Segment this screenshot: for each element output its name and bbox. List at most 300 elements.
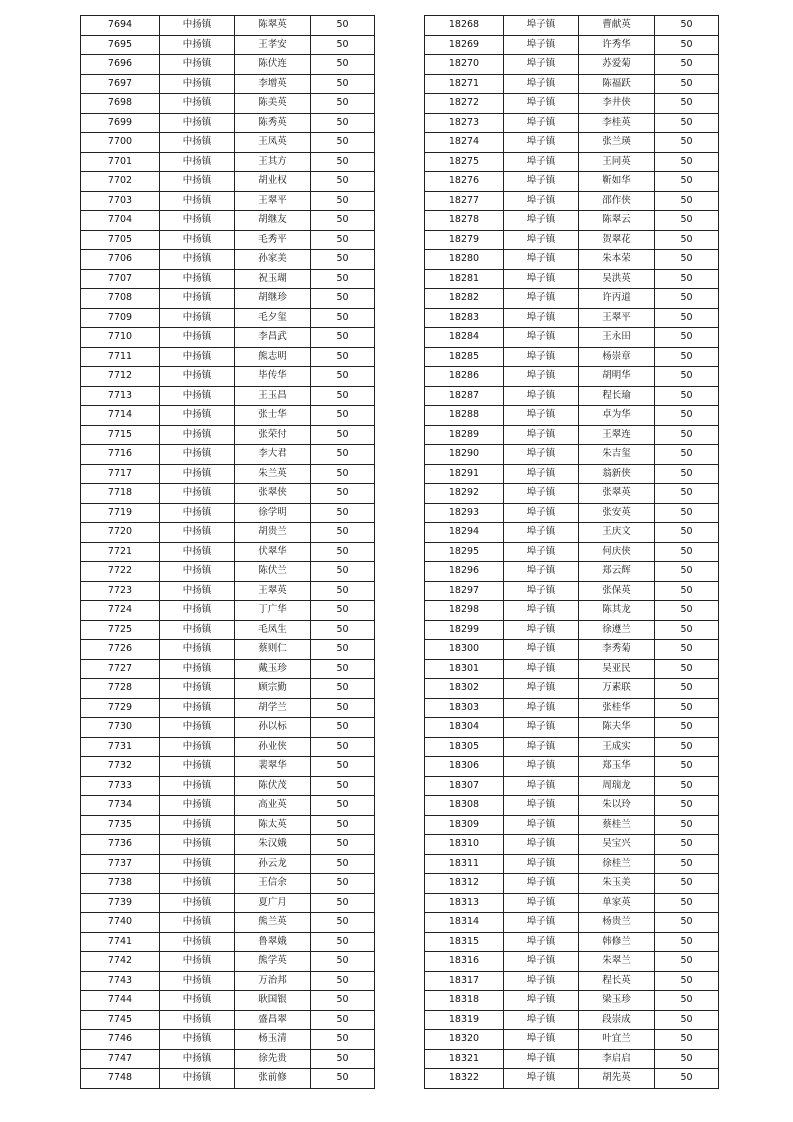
serial-number-cell: 7716: [81, 445, 160, 465]
table-row: [425, 542, 719, 562]
amount-cell: 50: [655, 386, 719, 406]
serial-number-cell: 7697: [81, 74, 160, 94]
town-cell: 中扬镇: [160, 698, 235, 718]
serial-number-cell: 7724: [81, 601, 160, 621]
amount-cell: 50: [655, 1030, 719, 1050]
town-cell: 埠子镇: [504, 757, 579, 777]
serial-number-cell: 18273: [425, 113, 504, 133]
town-cell: 中扬镇: [160, 991, 235, 1011]
amount-cell: 50: [311, 581, 375, 601]
table-row: [81, 562, 375, 582]
name-cell: 徐先贵: [235, 1049, 311, 1069]
serial-number-cell: 7718: [81, 484, 160, 504]
amount-cell: 50: [311, 503, 375, 523]
town-cell: 埠子镇: [504, 308, 579, 328]
name-cell: 王翠英: [235, 581, 311, 601]
serial-number-cell: 18294: [425, 523, 504, 543]
table-row: [425, 1030, 719, 1050]
table-row: [425, 74, 719, 94]
town-cell: 埠子镇: [504, 172, 579, 192]
town-cell: 中扬镇: [160, 932, 235, 952]
name-cell: 陈太英: [235, 815, 311, 835]
serial-number-cell: 18313: [425, 893, 504, 913]
table-row: [425, 406, 719, 426]
serial-number-cell: 7713: [81, 386, 160, 406]
town-cell: 埠子镇: [504, 35, 579, 55]
serial-number-cell: 7726: [81, 640, 160, 660]
table-row: [425, 562, 719, 582]
amount-cell: 50: [655, 74, 719, 94]
town-cell: 埠子镇: [504, 445, 579, 465]
amount-cell: 50: [311, 172, 375, 192]
name-cell: 张兰瑛: [579, 133, 655, 153]
name-cell: 朱本荣: [579, 250, 655, 270]
town-cell: 埠子镇: [504, 640, 579, 660]
table-row: [81, 776, 375, 796]
name-cell: 苏爱菊: [579, 55, 655, 75]
amount-cell: 50: [655, 581, 719, 601]
amount-cell: 50: [311, 445, 375, 465]
serial-number-cell: 18293: [425, 503, 504, 523]
table-row: [81, 1069, 375, 1089]
town-cell: 中扬镇: [160, 562, 235, 582]
serial-number-cell: 18281: [425, 269, 504, 289]
name-cell: 杨贵兰: [579, 913, 655, 933]
table-row: [425, 698, 719, 718]
serial-number-cell: 7708: [81, 289, 160, 309]
town-cell: 埠子镇: [504, 815, 579, 835]
table-row: [425, 679, 719, 699]
name-cell: 耿国银: [235, 991, 311, 1011]
town-cell: 中扬镇: [160, 620, 235, 640]
table-row: [425, 16, 719, 36]
town-cell: 中扬镇: [160, 230, 235, 250]
table-row: [425, 718, 719, 738]
name-cell: 张翠英: [579, 484, 655, 504]
serial-number-cell: 7694: [81, 16, 160, 36]
amount-cell: 50: [311, 815, 375, 835]
town-cell: 中扬镇: [160, 386, 235, 406]
town-cell: 埠子镇: [504, 406, 579, 426]
table-row: [425, 464, 719, 484]
serial-number-cell: 18299: [425, 620, 504, 640]
table-row: [81, 269, 375, 289]
amount-cell: 50: [311, 35, 375, 55]
serial-number-cell: 18270: [425, 55, 504, 75]
town-cell: 中扬镇: [160, 172, 235, 192]
name-cell: 熊兰英: [235, 913, 311, 933]
table-row: [81, 952, 375, 972]
amount-cell: 50: [311, 16, 375, 36]
amount-cell: 50: [655, 503, 719, 523]
town-cell: 埠子镇: [504, 230, 579, 250]
serial-number-cell: 7728: [81, 679, 160, 699]
name-cell: 单家英: [579, 893, 655, 913]
table-row: [81, 133, 375, 153]
table-row: [425, 854, 719, 874]
name-cell: 杨崇章: [579, 347, 655, 367]
town-cell: 中扬镇: [160, 1010, 235, 1030]
amount-cell: 50: [655, 718, 719, 738]
serial-number-cell: 7712: [81, 367, 160, 387]
table-row: [425, 94, 719, 114]
name-cell: 张士华: [235, 406, 311, 426]
town-cell: 埠子镇: [504, 523, 579, 543]
serial-number-cell: 7727: [81, 659, 160, 679]
town-cell: 埠子镇: [504, 562, 579, 582]
town-cell: 中扬镇: [160, 874, 235, 894]
table-row: [81, 640, 375, 660]
town-cell: 中扬镇: [160, 484, 235, 504]
table-row: [425, 133, 719, 153]
serial-number-cell: 18306: [425, 757, 504, 777]
name-cell: 顾宗勤: [235, 679, 311, 699]
name-cell: 王同英: [579, 152, 655, 172]
serial-number-cell: 18282: [425, 289, 504, 309]
serial-number-cell: 7748: [81, 1069, 160, 1089]
serial-number-cell: 7710: [81, 328, 160, 348]
name-cell: 曹献英: [579, 16, 655, 36]
table-row: [425, 620, 719, 640]
amount-cell: 50: [655, 562, 719, 582]
table-row: [81, 698, 375, 718]
table-row: [81, 308, 375, 328]
name-cell: 徐桂兰: [579, 854, 655, 874]
serial-number-cell: 7743: [81, 971, 160, 991]
table-row: [81, 55, 375, 75]
table-row: [425, 172, 719, 192]
town-cell: 埠子镇: [504, 971, 579, 991]
town-cell: 埠子镇: [504, 484, 579, 504]
name-cell: 蔡则仁: [235, 640, 311, 660]
name-cell: 毛秀平: [235, 230, 311, 250]
name-cell: 张保英: [579, 581, 655, 601]
serial-number-cell: 7734: [81, 796, 160, 816]
serial-number-cell: 7730: [81, 718, 160, 738]
serial-number-cell: 18304: [425, 718, 504, 738]
table-row: [81, 16, 375, 36]
table-row: [81, 874, 375, 894]
amount-cell: 50: [655, 835, 719, 855]
town-cell: 埠子镇: [504, 55, 579, 75]
name-cell: 李秀菊: [579, 640, 655, 660]
serial-number-cell: 7736: [81, 835, 160, 855]
town-cell: 中扬镇: [160, 523, 235, 543]
name-cell: 陈夫华: [579, 718, 655, 738]
town-cell: 中扬镇: [160, 854, 235, 874]
amount-cell: 50: [311, 523, 375, 543]
table-row: [425, 308, 719, 328]
serial-number-cell: 7704: [81, 211, 160, 231]
town-cell: 埠子镇: [504, 913, 579, 933]
amount-cell: 50: [655, 230, 719, 250]
amount-cell: 50: [655, 854, 719, 874]
name-cell: 张桂华: [579, 698, 655, 718]
name-cell: 何庆侠: [579, 542, 655, 562]
amount-cell: 50: [655, 464, 719, 484]
amount-cell: 50: [311, 893, 375, 913]
table-row: [81, 172, 375, 192]
amount-cell: 50: [655, 289, 719, 309]
roster-table-right: [424, 15, 719, 1089]
amount-cell: 50: [311, 718, 375, 738]
name-cell: 毕传华: [235, 367, 311, 387]
town-cell: 中扬镇: [160, 347, 235, 367]
serial-number-cell: 18279: [425, 230, 504, 250]
name-cell: 陈翠英: [235, 16, 311, 36]
name-cell: 万素联: [579, 679, 655, 699]
town-cell: 中扬镇: [160, 464, 235, 484]
table-row: [81, 1010, 375, 1030]
amount-cell: 50: [655, 679, 719, 699]
town-cell: 埠子镇: [504, 211, 579, 231]
name-cell: 韩修兰: [579, 932, 655, 952]
town-cell: 中扬镇: [160, 250, 235, 270]
serial-number-cell: 7729: [81, 698, 160, 718]
amount-cell: 50: [655, 269, 719, 289]
name-cell: 熊学英: [235, 952, 311, 972]
name-cell: 毛凤生: [235, 620, 311, 640]
name-cell: 王庆文: [579, 523, 655, 543]
name-cell: 李大君: [235, 445, 311, 465]
table-row: [425, 1069, 719, 1089]
table-row: [81, 815, 375, 835]
name-cell: 梁玉珍: [579, 991, 655, 1011]
name-cell: 陈其龙: [579, 601, 655, 621]
serial-number-cell: 7702: [81, 172, 160, 192]
amount-cell: 50: [311, 1069, 375, 1089]
town-cell: 埠子镇: [504, 835, 579, 855]
amount-cell: 50: [655, 893, 719, 913]
serial-number-cell: 7723: [81, 581, 160, 601]
serial-number-cell: 18295: [425, 542, 504, 562]
amount-cell: 50: [311, 679, 375, 699]
table-row: [81, 718, 375, 738]
table-row: [425, 874, 719, 894]
amount-cell: 50: [311, 113, 375, 133]
table-row: [81, 289, 375, 309]
serial-number-cell: 18292: [425, 484, 504, 504]
name-cell: 张前修: [235, 1069, 311, 1089]
serial-number-cell: 18321: [425, 1049, 504, 1069]
amount-cell: 50: [655, 152, 719, 172]
town-cell: 埠子镇: [504, 191, 579, 211]
amount-cell: 50: [655, 94, 719, 114]
name-cell: 胡贵兰: [235, 523, 311, 543]
table-row: [81, 893, 375, 913]
serial-number-cell: 18272: [425, 94, 504, 114]
table-row: [81, 35, 375, 55]
amount-cell: 50: [655, 445, 719, 465]
amount-cell: 50: [655, 406, 719, 426]
table-row: [425, 815, 719, 835]
table-row: [81, 445, 375, 465]
amount-cell: 50: [311, 776, 375, 796]
name-cell: 朱翠兰: [579, 952, 655, 972]
name-cell: 伏翠华: [235, 542, 311, 562]
table-row: [81, 835, 375, 855]
town-cell: 埠子镇: [504, 347, 579, 367]
table-row: [425, 484, 719, 504]
table-row: [425, 191, 719, 211]
town-cell: 中扬镇: [160, 211, 235, 231]
name-cell: 孙家美: [235, 250, 311, 270]
town-cell: 埠子镇: [504, 289, 579, 309]
table-row: [81, 503, 375, 523]
table-row: [81, 386, 375, 406]
name-cell: 陈伏连: [235, 55, 311, 75]
table-row: [425, 952, 719, 972]
name-cell: 胡学兰: [235, 698, 311, 718]
table-row: [81, 113, 375, 133]
name-cell: 李启启: [579, 1049, 655, 1069]
table-row: [81, 620, 375, 640]
town-cell: 中扬镇: [160, 757, 235, 777]
name-cell: 鲁翠娥: [235, 932, 311, 952]
amount-cell: 50: [655, 698, 719, 718]
serial-number-cell: 18314: [425, 913, 504, 933]
name-cell: 张安英: [579, 503, 655, 523]
name-cell: 胡继珍: [235, 289, 311, 309]
table-row: [425, 659, 719, 679]
name-cell: 李井侠: [579, 94, 655, 114]
name-cell: 王其方: [235, 152, 311, 172]
serial-number-cell: 7747: [81, 1049, 160, 1069]
amount-cell: 50: [655, 308, 719, 328]
amount-cell: 50: [311, 932, 375, 952]
amount-cell: 50: [311, 152, 375, 172]
amount-cell: 50: [655, 796, 719, 816]
amount-cell: 50: [655, 640, 719, 660]
amount-cell: 50: [655, 1010, 719, 1030]
amount-cell: 50: [655, 1069, 719, 1089]
table-row: [81, 347, 375, 367]
town-cell: 埠子镇: [504, 854, 579, 874]
amount-cell: 50: [311, 737, 375, 757]
serial-number-cell: 7732: [81, 757, 160, 777]
table-row: [81, 737, 375, 757]
serial-number-cell: 18307: [425, 776, 504, 796]
table-row: [425, 269, 719, 289]
amount-cell: 50: [655, 659, 719, 679]
table-row: [81, 484, 375, 504]
town-cell: 中扬镇: [160, 367, 235, 387]
serial-number-cell: 7714: [81, 406, 160, 426]
amount-cell: 50: [311, 406, 375, 426]
serial-number-cell: 7725: [81, 620, 160, 640]
amount-cell: 50: [311, 620, 375, 640]
town-cell: 埠子镇: [504, 1049, 579, 1069]
amount-cell: 50: [311, 854, 375, 874]
amount-cell: 50: [655, 523, 719, 543]
table-row: [81, 601, 375, 621]
table-row: [425, 328, 719, 348]
town-cell: 埠子镇: [504, 893, 579, 913]
table-row: [81, 913, 375, 933]
name-cell: 裴翠华: [235, 757, 311, 777]
table-row: [81, 659, 375, 679]
table-row: [425, 757, 719, 777]
amount-cell: 50: [311, 269, 375, 289]
name-cell: 孙业侠: [235, 737, 311, 757]
amount-cell: 50: [311, 1049, 375, 1069]
serial-number-cell: 18308: [425, 796, 504, 816]
table-row: [81, 211, 375, 231]
amount-cell: 50: [655, 776, 719, 796]
town-cell: 埠子镇: [504, 1030, 579, 1050]
town-cell: 埠子镇: [504, 425, 579, 445]
amount-cell: 50: [655, 542, 719, 562]
amount-cell: 50: [311, 698, 375, 718]
serial-number-cell: 7738: [81, 874, 160, 894]
serial-number-cell: 7746: [81, 1030, 160, 1050]
serial-number-cell: 18312: [425, 874, 504, 894]
serial-number-cell: 7741: [81, 932, 160, 952]
amount-cell: 50: [311, 425, 375, 445]
table-row: [81, 971, 375, 991]
name-cell: 王翠平: [235, 191, 311, 211]
name-cell: 朱兰英: [235, 464, 311, 484]
amount-cell: 50: [655, 971, 719, 991]
table-row: [81, 425, 375, 445]
town-cell: 埠子镇: [504, 152, 579, 172]
serial-number-cell: 18311: [425, 854, 504, 874]
table-row: [425, 35, 719, 55]
amount-cell: 50: [311, 133, 375, 153]
table-row: [81, 1049, 375, 1069]
table-row: [425, 796, 719, 816]
town-cell: 中扬镇: [160, 971, 235, 991]
table-row: [81, 932, 375, 952]
town-cell: 埠子镇: [504, 94, 579, 114]
name-cell: 陈翠云: [579, 211, 655, 231]
amount-cell: 50: [311, 1010, 375, 1030]
town-cell: 中扬镇: [160, 1069, 235, 1089]
table-row: [81, 854, 375, 874]
name-cell: 祝玉瑚: [235, 269, 311, 289]
town-cell: 中扬镇: [160, 308, 235, 328]
town-cell: 中扬镇: [160, 503, 235, 523]
serial-number-cell: 18305: [425, 737, 504, 757]
serial-number-cell: 7696: [81, 55, 160, 75]
name-cell: 李桂英: [579, 113, 655, 133]
table-row: [81, 250, 375, 270]
serial-number-cell: 18296: [425, 562, 504, 582]
name-cell: 蔡桂兰: [579, 815, 655, 835]
name-cell: 胡继友: [235, 211, 311, 231]
serial-number-cell: 18300: [425, 640, 504, 660]
amount-cell: 50: [311, 659, 375, 679]
serial-number-cell: 18280: [425, 250, 504, 270]
amount-cell: 50: [311, 835, 375, 855]
town-cell: 埠子镇: [504, 16, 579, 36]
serial-number-cell: 7717: [81, 464, 160, 484]
name-cell: 程长英: [579, 971, 655, 991]
serial-number-cell: 18315: [425, 932, 504, 952]
table-row: [425, 991, 719, 1011]
serial-number-cell: 7715: [81, 425, 160, 445]
name-cell: 段崇成: [579, 1010, 655, 1030]
serial-number-cell: 7695: [81, 35, 160, 55]
town-cell: 埠子镇: [504, 503, 579, 523]
table-row: [425, 737, 719, 757]
town-cell: 中扬镇: [160, 16, 235, 36]
town-cell: 中扬镇: [160, 74, 235, 94]
table-row: [81, 152, 375, 172]
serial-number-cell: 18298: [425, 601, 504, 621]
amount-cell: 50: [311, 367, 375, 387]
table-row: [425, 1049, 719, 1069]
